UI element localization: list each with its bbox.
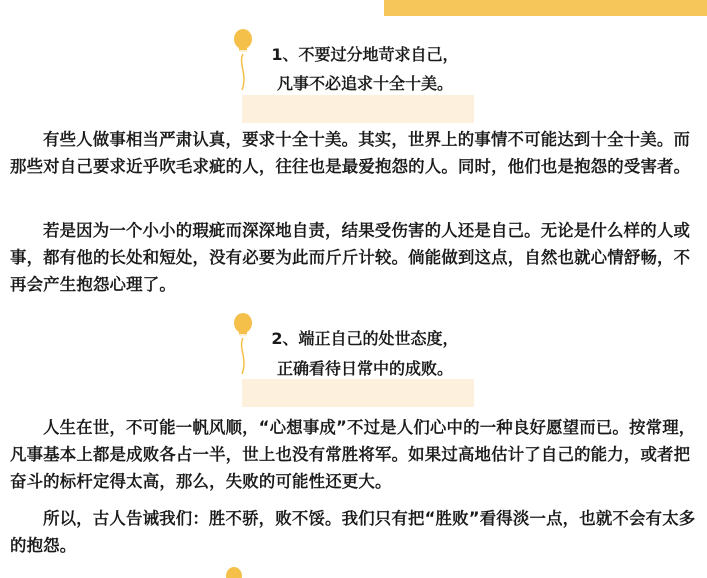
- paragraph: 所以，古人告诫我们：胜不骄，败不馁。我们只有把“胜败”看得淡一点，也就不会有太多的抱怨。: [10, 509, 696, 555]
- heading-line-1: 2、端正自己的处世态度，: [271, 329, 459, 348]
- paragraph: 若是因为一个小小的瑕疵而深深地自责，结果受伤害的人还是自己。无论是什么样的人或事，都有他的长处和短处，没有必要为此而斤斤计较。倘能做到这点，自然也就心情舒畅，不再会产生抱怨心理了。: [10, 221, 691, 294]
- heading-line-1: 1、不要过分地苛求自己，: [271, 45, 459, 64]
- top-accent-bar: [384, 0, 707, 16]
- paragraph: 人生在世，不可能一帆风顺，“心想事成”不过是人们心中的一种良好愿望而已。按常理，凡事基本上都是成败各占一半，世上也没有常胜将军。如果过高地估计了自己的能力，或者把奋斗的标杆定得太高，那么，失败的可能性还更大。: [10, 418, 696, 491]
- paragraph: 有些人做事相当严肃认真，要求十全十美。其实，世界上的事情不可能达到十全十美。而那些对自己要求近乎吹毛求疵的人，往往也是最爱抱怨的人。同时，他们也是抱怨的受害者。: [10, 130, 691, 176]
- heading-line-2: 正确看待日常中的成败。: [276, 359, 453, 378]
- lightbulb-icon: [224, 566, 244, 578]
- section-2-heading: [230, 312, 500, 408]
- heading-line-2: 凡事不必追求十全十美。: [276, 74, 453, 93]
- heading-highlight-band: [242, 379, 474, 407]
- section-1-heading: [230, 28, 500, 124]
- heading-highlight-band: [242, 95, 474, 123]
